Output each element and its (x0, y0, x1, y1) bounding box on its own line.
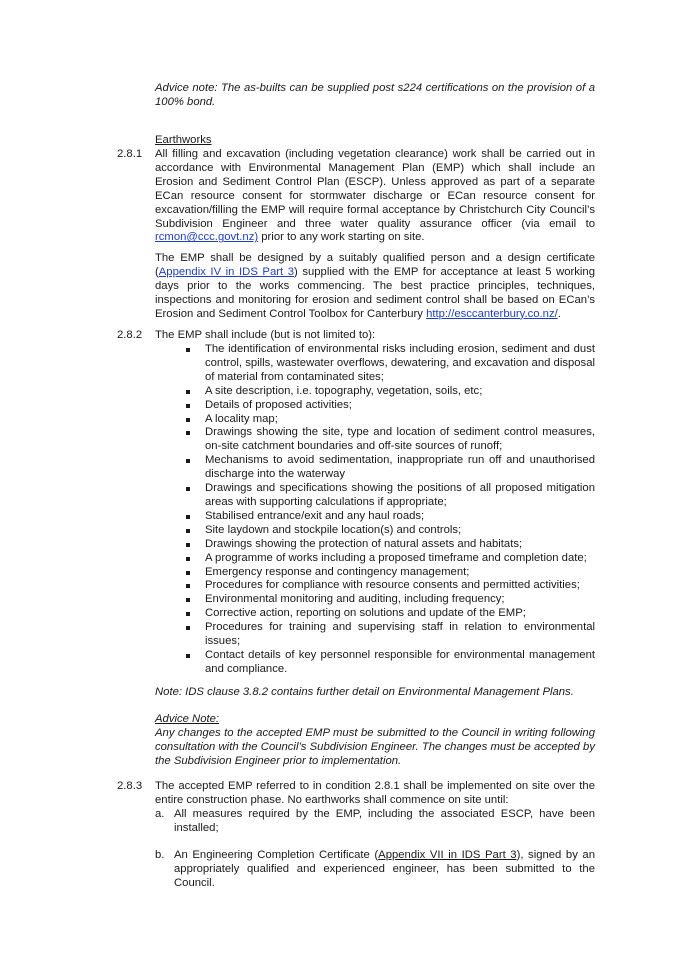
list-item: Environmental monitoring and auditing, including frequency; (186, 593, 595, 607)
bullet-square-icon (186, 390, 190, 394)
bullet-square-icon (186, 626, 190, 630)
bullet-square-icon (186, 598, 190, 602)
bullet-square-icon (186, 612, 190, 616)
bullet-square-icon (186, 348, 190, 352)
clause-2-8-1-p2-text-c: . (557, 307, 561, 320)
list-item: Emergency response and contingency management; (186, 566, 595, 580)
list-item: Details of proposed activities; (186, 399, 595, 413)
advice-note-heading: Advice Note: (155, 713, 220, 725)
bullet-square-icon (186, 557, 190, 561)
clause-2-8-1-text-b: prior to any work starting on site. (258, 231, 425, 244)
list-item: Drawings showing the protection of natural assets and habitats; (186, 538, 595, 552)
clause-2-8-1-p2-text-a: The EMP shall be designed by a suitably qualified person and a design certificate ( (155, 252, 595, 278)
list-item: Mechanisms to avoid sedimentation, inappropriate run off and unauthorised discharge into the waterway (186, 454, 595, 482)
list-item: Site laydown and stockpile location(s) and controls; (186, 524, 595, 538)
list-item: A programme of works including a proposed timeframe and completion date; (186, 552, 595, 566)
emp-requirements-list (186, 343, 595, 677)
bullet-square-icon (186, 404, 190, 408)
clause-number-2-8-3: 2.8.3 (117, 780, 143, 792)
list-item: Corrective action, reporting on solutions and update of the EMP; (186, 607, 595, 621)
clause-number-2-8-1: 2.8.1 (117, 148, 143, 160)
bullet-square-icon (186, 654, 190, 658)
clause-number-2-8-2: 2.8.2 (117, 329, 143, 341)
list-item: A site description, i.e. topography, vegetation, soils, etc; (186, 385, 595, 399)
list-item: A locality map; (186, 413, 595, 427)
list-item: Procedures for training and supervising staff in relation to environmental issues; (186, 621, 595, 649)
bullet-square-icon (186, 571, 190, 575)
bullet-square-icon (186, 584, 190, 588)
bullet-square-icon (186, 515, 190, 519)
clause-2-8-2-intro: The EMP shall include (but is not limited to): (155, 329, 376, 341)
item-a-text: All measures required by the EMP, including the associated ESCP, have been installed; (174, 808, 595, 834)
list-item: Stabilised entrance/exit and any haul roads; (186, 510, 595, 524)
list-item: Drawings and specifications showing the positions of all proposed mitigation areas with supporting calculations if appropriate; (186, 482, 595, 510)
bullet-square-icon (186, 459, 190, 463)
advice-note-body: Any changes to the accepted EMP must be submitted to the Council in writing following consultation with the Council’s Subdivision Engineer. The changes must be accepted by the Subdivision Engineer prior to implementation. (155, 727, 595, 767)
clause-2-8-1-text-a: All filling and excavation (including vegetation clearance) work shall be carried out in accordance with Environmental Management Plan (EMP) which shall include an Erosion and Sediment Control Plan (ESCP). Unless approved as part of a separate ECan resource consent for stormwater discharge or ECan resource consent for excavation/filling the EMP will require formal acceptance by Christchurch City Council’s Subdivision Engineer and three water quality assurance officer (via email to (155, 148, 595, 230)
ids-note: Note: IDS clause 3.8.2 contains further detail on Environmental Management Plans. (155, 686, 574, 698)
list-item: Drawings showing the site, type and location of sediment control measures, on-site catchment boundaries and off-site sources of runoff; (186, 426, 595, 454)
bullet-square-icon (186, 418, 190, 422)
appendix-vii-link[interactable]: Appendix VII in IDS Part 3 (378, 849, 517, 861)
bullet-square-icon (186, 543, 190, 547)
list-item: The identification of environmental risks including erosion, sediment and dust control, spills, wastewater overflows, dewatering, and excavation and disposal of material from contaminated sites; (186, 343, 595, 385)
advice-note-top: Advice note: The as-builts can be supplied post s224 certifications on the provision of a 100% bond. (155, 82, 595, 108)
item-b-marker: b. (155, 849, 165, 861)
earthworks-heading: Earthworks (155, 134, 212, 146)
list-item: Procedures for compliance with resource consents and permitted activities; (186, 579, 595, 593)
bullet-square-icon (186, 529, 190, 533)
clause-2-8-3-intro: The accepted EMP referred to in condition 2.8.1 shall be implemented on site over the entire construction phase. No earthworks shall commence on site until: (155, 780, 595, 806)
clause-2-8-1-paragraph-2 (155, 252, 595, 322)
clause-2-8-3-item-b (155, 849, 595, 891)
appendix-iv-link[interactable]: Appendix IV in IDS Part 3 (158, 265, 294, 278)
esccanterbury-link[interactable]: http://esccanterbury.co.nz/ (426, 307, 558, 320)
clause-2-8-1-p2-text-b: ) supplied with the EMP for acceptance at least 5 working days prior to the works commencing. The best practice principles, techniques, inspections and monitoring for erosion and sediment control shall be based on ECan’s Erosion and Sediment Control Toolbox for Canterbury (155, 265, 595, 320)
list-item: Contact details of key personnel responsible for environmental management and compliance. (186, 649, 595, 677)
bullet-square-icon (186, 431, 190, 435)
rcmon-email-link[interactable]: rcmon@ccc.govt.nz) (155, 231, 259, 244)
bullet-square-icon (186, 487, 190, 491)
item-a-marker: a. (155, 808, 165, 820)
clause-2-8-3-item-a (155, 808, 595, 836)
item-b-text: An Engineering Completion Certificate (Appendix VII in IDS Part 3), signed by an appropriately qualified and experienced engineer, has been submitted to the Council. (174, 849, 595, 889)
clause-2-8-1-paragraph-1 (155, 148, 595, 245)
